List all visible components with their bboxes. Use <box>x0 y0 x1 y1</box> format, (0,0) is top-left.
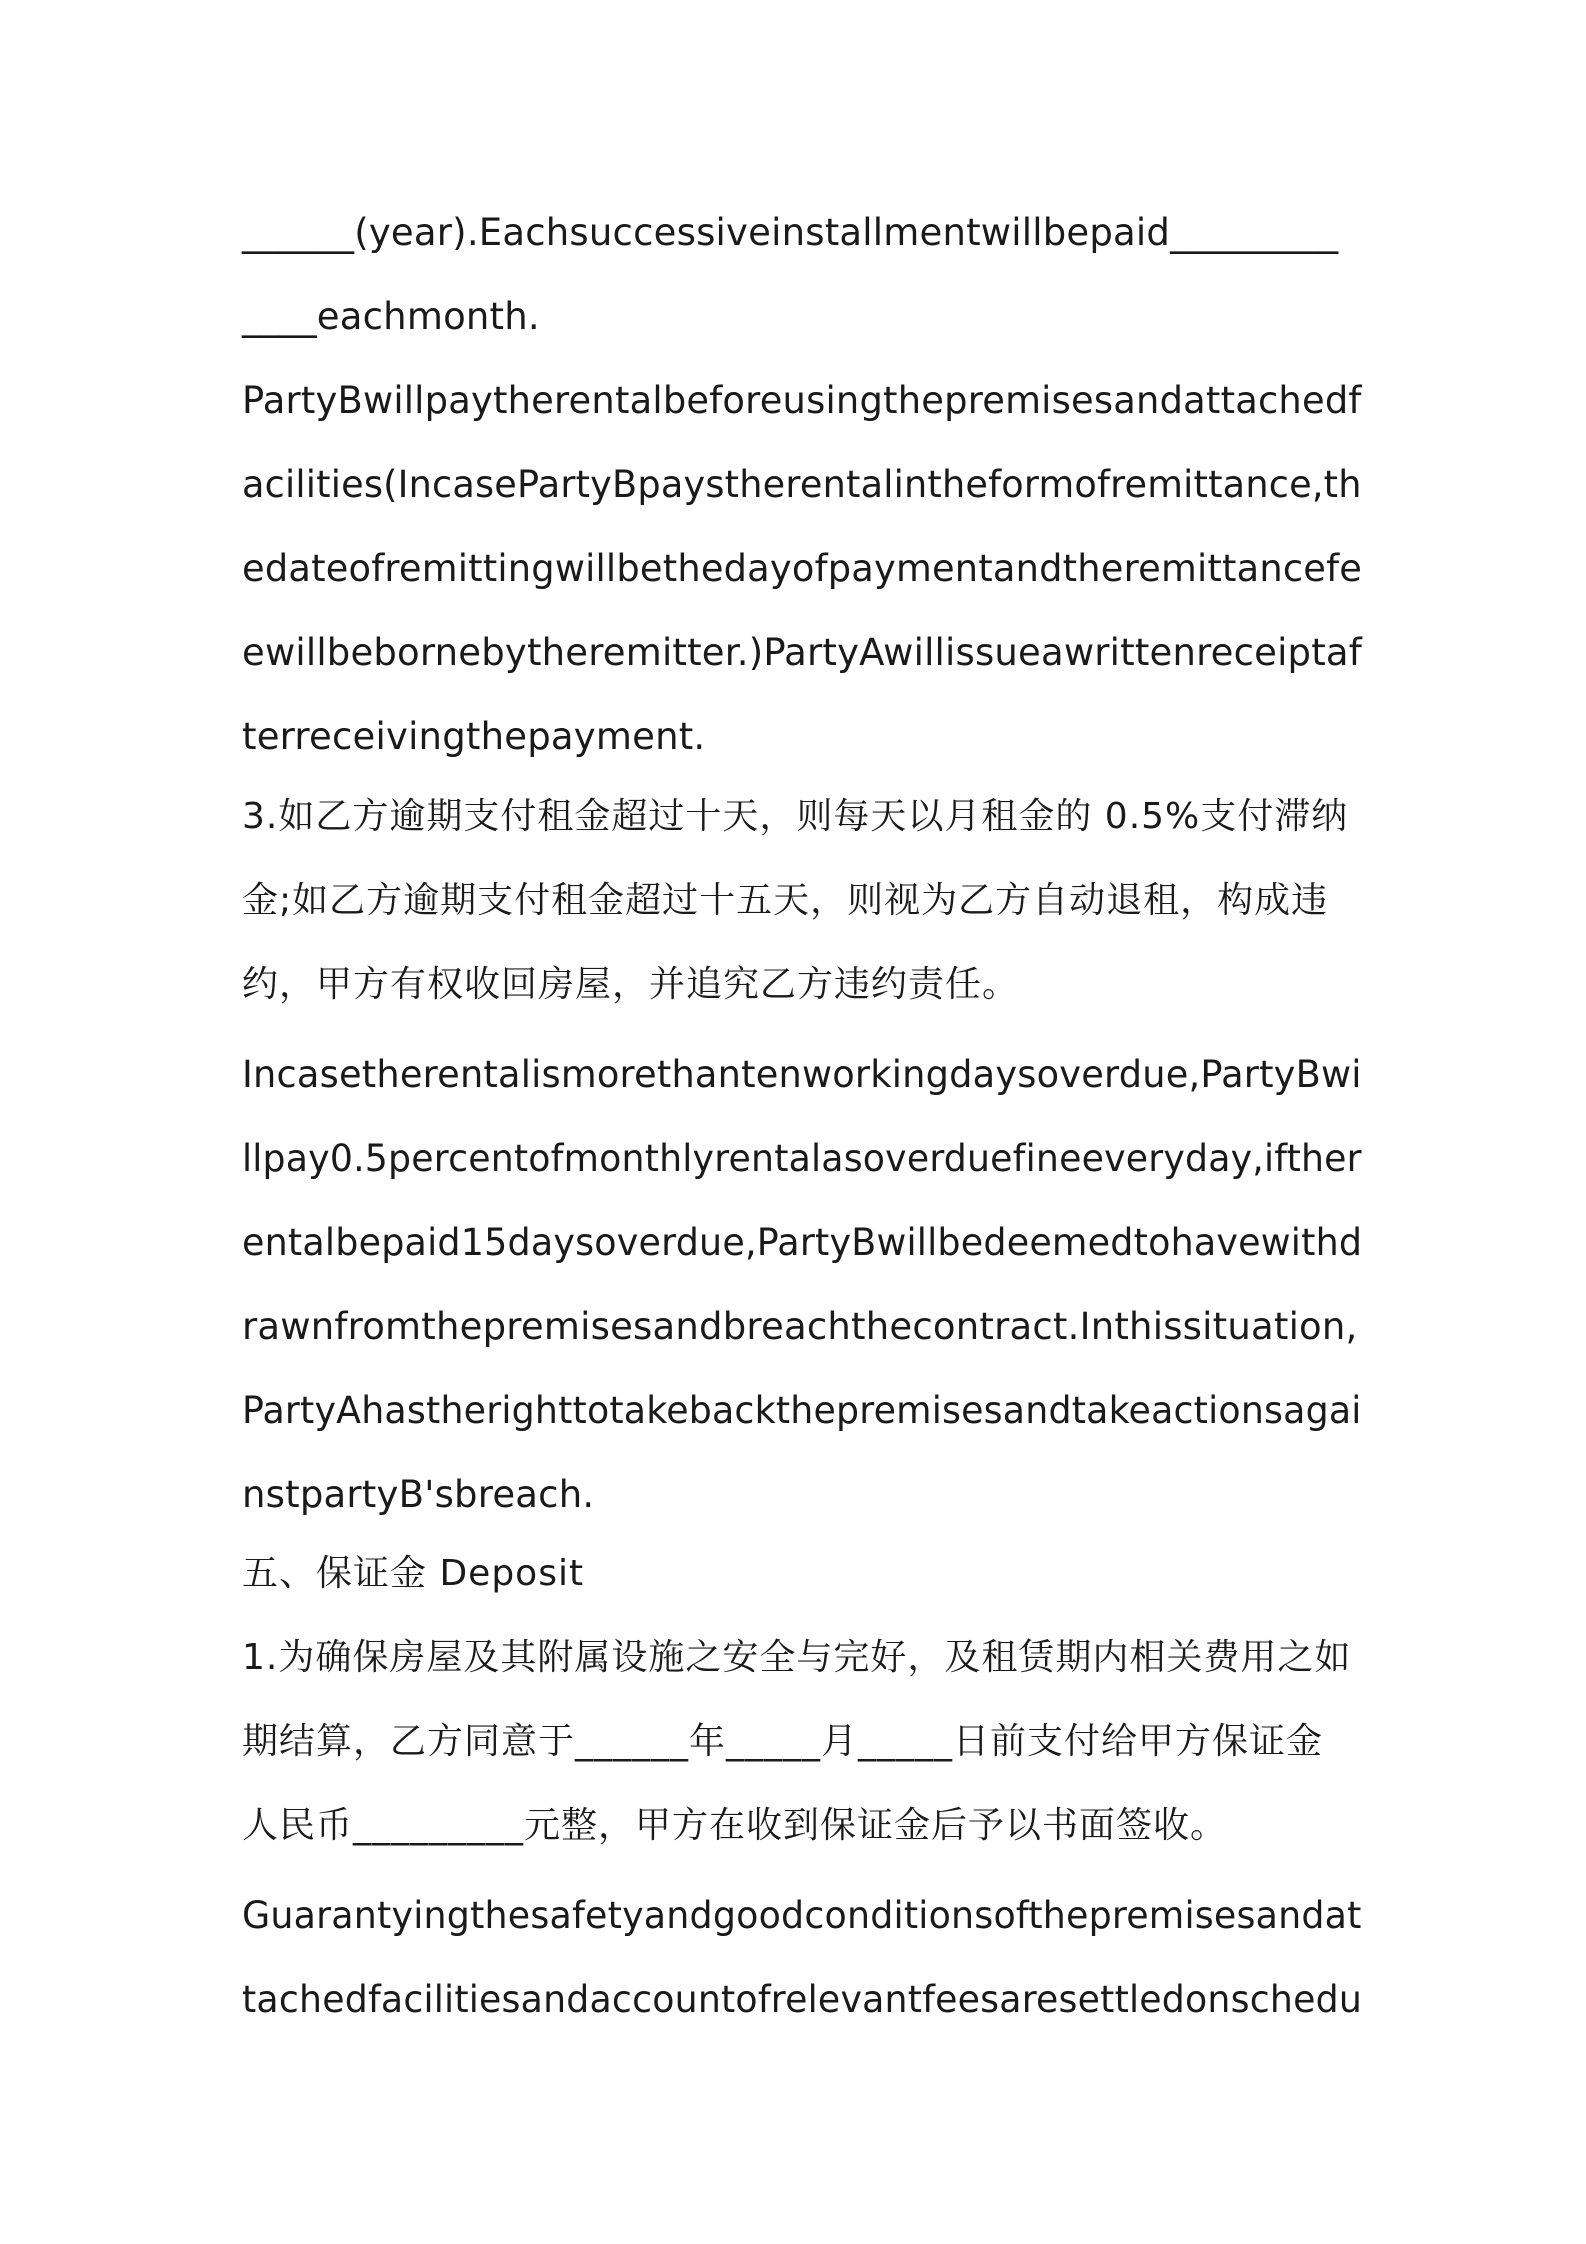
text-line: tachedfacilitiesandaccountofrelevantfeesaresettledonschedu <box>242 1978 1363 2021</box>
section-heading: 五、保证金 Deposit <box>242 1553 585 1594</box>
text-line: entalbepaid15daysoverdue,PartyBwillbedeemedtohavewithd <box>242 1221 1363 1264</box>
text-line: 3.如乙方逾期支付租金超过十天，则每天以月租金的 0.5%支付滞纳 <box>242 796 1349 837</box>
text-line: 人民币_________元整，甲方在收到保证金后予以书面签收。 <box>242 1805 1228 1846</box>
text-line: 金;如乙方逾期支付租金超过十五天，则视为乙方自动退租，构成违 <box>242 880 1329 921</box>
text-line: 1.为确保房屋及其附属设施之安全与完好，及租赁期内相关费用之如 <box>242 1637 1352 1678</box>
text-line: rawnfromthepremisesandbreachthecontract.Inthissituation, <box>242 1305 1358 1348</box>
text-line: PartyAhastherighttotakebackthepremisesandtakeactionsagai <box>242 1389 1362 1432</box>
text-line: 约，甲方有权收回房屋，并追究乙方违约责任。 <box>242 964 1020 1005</box>
text-line: terreceivingthepayment. <box>242 715 706 758</box>
text-line: Guarantyingthesafetyandgoodconditionsofthepremisesandat <box>242 1894 1362 1937</box>
text-line: edateofremittingwillbethedayofpaymentandtheremittancefe <box>242 547 1363 590</box>
text-line: 期结算，乙方同意于______年_____月_____日前支付给甲方保证金 <box>242 1721 1324 1762</box>
text-line: Incasetherentalismorethantenworkingdaysoverdue,PartyBwi <box>242 1053 1362 1096</box>
text-line: llpay0.5percentofmonthlyrentalasoverduefineeveryday,ifther <box>242 1137 1362 1180</box>
text-line: ______(year).Eachsuccessiveinstallmentwillbepaid_________ <box>242 211 1339 254</box>
text-line: acilities(IncasePartyBpaystherentalintheformofremittance,th <box>242 463 1362 506</box>
text-line: ewillbebornebytheremitter.)PartyAwillissueawrittenreceiptaf <box>242 631 1362 674</box>
text-line: ____eachmonth. <box>242 295 540 338</box>
text-line: nstpartyB'sbreach. <box>242 1473 595 1516</box>
text-line: PartyBwillpaytherentalbeforeusingthepremisesandattachedf <box>242 379 1362 422</box>
